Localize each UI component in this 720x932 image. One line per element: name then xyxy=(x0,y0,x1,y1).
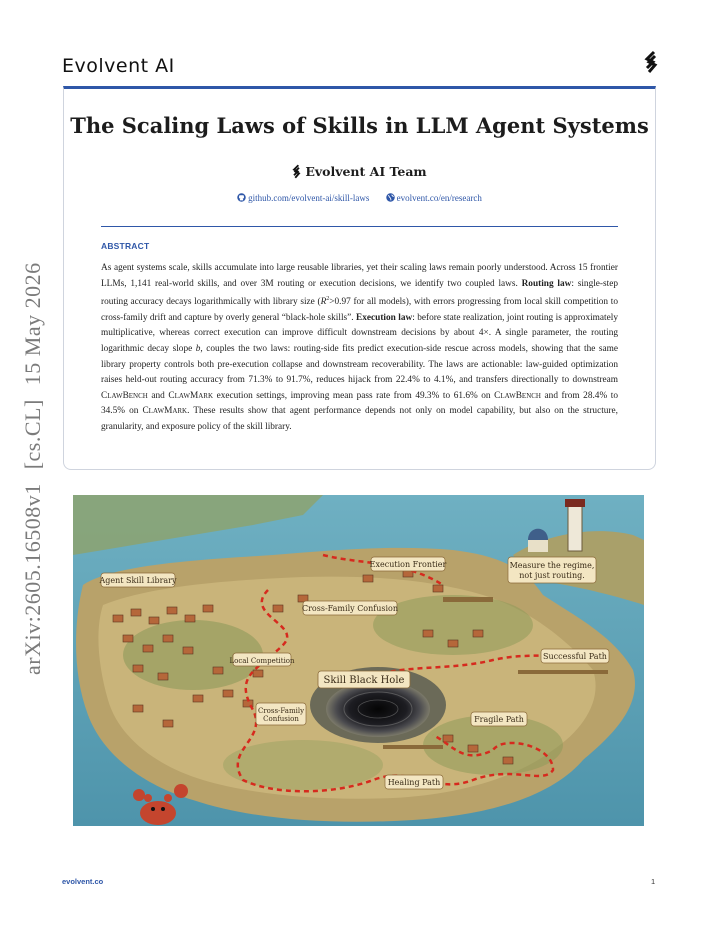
routing-law-label: Routing law xyxy=(521,278,572,289)
label-measure-regime-2: not just routing. xyxy=(519,571,585,580)
footer-site[interactable]: evolvent.co xyxy=(62,877,104,886)
abstract-body: As agent systems scale, skills accumulate into large reusable libraries, yet their scaling laws remain poorly understood. Across 15 frontier LLMs, 1,141 real-world skills, and over 3M routing or execution decisions, we identify two coupled laws. Routing law: single-step routing accuracy decays logarithmically with library size ($R^2>0.97$ for all models), with errors progressing from local skill competition to cross-family drift and capture by overly general “black-hole skills”. Execution law: before state realization, joint routing is approximately multiplicative, whereas correct execution can improve difficult downstream decisions by about 4×. A single parameter, the routing logarithmic decay slope b, couples the two laws: routing-side fits predict execution-side rescue across models, showing that the same library property controls both pre-execution collapse and downstream recoverability. The laws are actionable: law-guided optimization raises held-out routing accuracy from 71.3% to 91.7%, reduces hijack from 22.4% to 4.1%, and transfers directionally to downstream ClawBench and ClawMark execution settings, improving mean pass rate from 49.3% to 61.6% on ClawBench and from 28.4% to 34.5% on ClawMark. These results show that agent performance depends not only on model capability, but also on the structure, granularity, and exposure policy of the skill library. xyxy=(101,263,618,433)
github-link-text: github.com/evolvent-ai/skill-laws xyxy=(248,193,370,203)
team-name: Evolvent AI Team xyxy=(305,164,427,179)
arxiv-stamp xyxy=(20,248,46,675)
divider xyxy=(101,226,618,227)
label-cross-family-2a: Cross-Family xyxy=(257,707,305,715)
evolvent-s-logo-icon xyxy=(644,50,658,74)
brand-name: Evolvent AI xyxy=(62,55,175,77)
github-icon xyxy=(237,193,246,202)
black-hole xyxy=(326,681,430,737)
globe-icon xyxy=(386,193,395,202)
label-cross-family-2b: Confusion xyxy=(263,715,299,723)
page-number: 1 xyxy=(651,877,656,886)
links-row xyxy=(64,193,655,203)
label-measure-regime-1: Measure the regime, xyxy=(509,561,595,570)
label-healing-path: Healing Path xyxy=(387,778,441,787)
label-fragile-path: Fragile Path xyxy=(474,715,524,724)
label-cross-family-confusion: Cross-Family Confusion xyxy=(301,604,399,613)
label-skill-black-hole: Skill Black Hole xyxy=(323,675,405,686)
skill-map-figure xyxy=(73,495,644,826)
author-line xyxy=(64,164,655,179)
label-local-competition: Local Competition xyxy=(229,657,295,665)
website-link-text: evolvent.co/en/research xyxy=(396,193,482,203)
github-link[interactable] xyxy=(237,193,371,203)
arxiv-id: arXiv:2605.16508v1 xyxy=(20,483,45,675)
label-execution-frontier: Execution Frontier xyxy=(369,560,447,569)
website-link[interactable] xyxy=(386,193,482,203)
abstract-heading: ABSTRACT xyxy=(101,241,150,251)
label-successful-path: Successful Path xyxy=(543,652,607,661)
execution-law-label: Execution law xyxy=(356,312,413,323)
arxiv-category: [cs.CL] xyxy=(20,399,45,470)
label-agent-skill-library: Agent Skill Library xyxy=(99,576,177,585)
skill-map-illustration xyxy=(73,495,644,826)
paper-title: The Scaling Laws of Skills in LLM Agent Systems xyxy=(70,113,649,138)
team-logo-icon xyxy=(292,164,301,179)
title-card xyxy=(63,86,656,470)
arxiv-date: 15 May 2026 xyxy=(20,262,45,386)
